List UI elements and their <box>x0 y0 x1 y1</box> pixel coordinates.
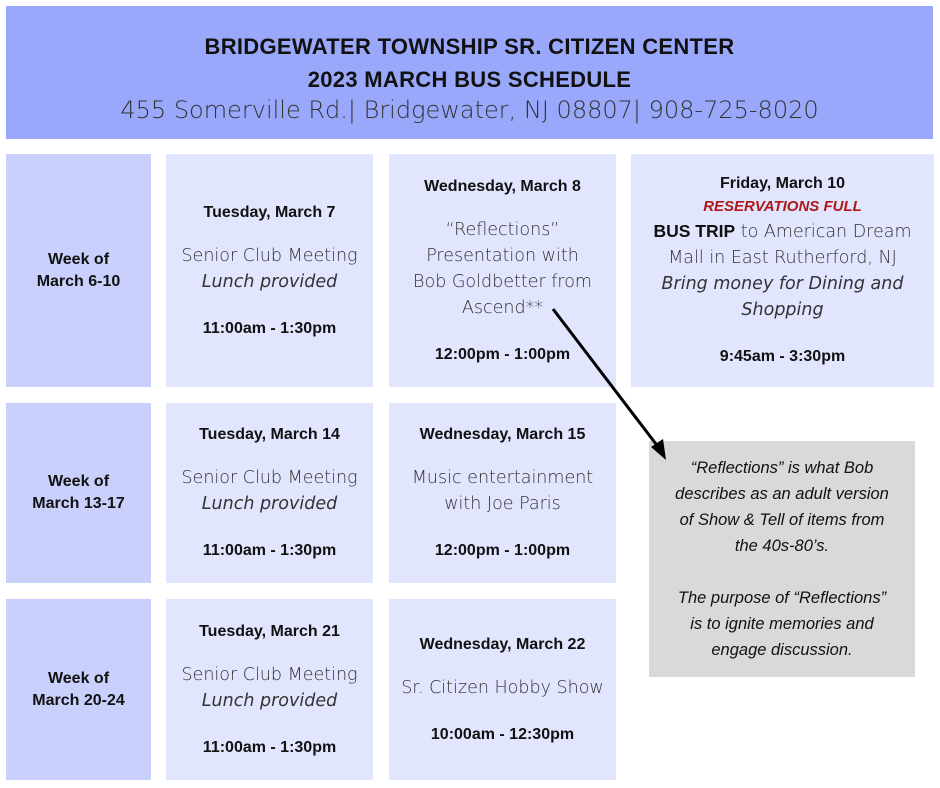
event-title-line: Presentation with <box>426 245 579 266</box>
week-label-range: March 20-24 <box>32 691 125 709</box>
footnote-line: is to ignite memories and <box>690 615 874 633</box>
event-day: Tuesday, March 14 <box>199 426 340 443</box>
event-note: Lunch provided <box>201 271 338 292</box>
event-title-line: Bob Goldbetter from <box>413 271 592 292</box>
footnote-line: the 40s-80’s. <box>734 537 830 555</box>
address-line: 455 Somerville Rd.| Bridgewater, NJ 08807| 908-725-8020 <box>120 96 819 124</box>
event-title: Senior Club Meeting <box>181 468 358 488</box>
footnote-line: The purpose of “Reflections” <box>677 589 887 607</box>
week-label-line: Week of <box>47 250 110 268</box>
event-day: Tuesday, March 21 <box>199 622 340 640</box>
event-day: Friday, March 10 <box>719 175 846 192</box>
event-time: 12:00pm - 1:00pm <box>434 542 571 559</box>
event-day: Wednesday, March 15 <box>419 426 586 443</box>
footnote-line: describes as an adult version <box>675 485 889 503</box>
event-title: Senior Club Meeting <box>181 664 358 685</box>
schedule-title: 2023 MARCH BUS SCHEDULE <box>307 67 632 92</box>
event-day: Tuesday, March 7 <box>203 203 336 221</box>
footnote-line: “Reflections” is what Bob <box>690 459 874 477</box>
week-label-line: Week of <box>47 669 110 687</box>
center-name: BRIDGEWATER TOWNSHIP SR. CITIZEN CENTER <box>204 34 735 59</box>
event-title-line: with Joe Paris <box>444 494 561 514</box>
reservation-status: RESERVATIONS FULL <box>703 198 862 215</box>
week-label-range: March 13-17 <box>32 495 125 512</box>
week-label-line: Week of <box>47 473 110 490</box>
trip-note-2: Shopping <box>741 300 824 320</box>
event-time: 9:45am - 3:30pm <box>719 348 846 365</box>
event-time: 11:00am - 1:30pm <box>202 319 337 337</box>
event-title-line: Ascend** <box>461 297 544 318</box>
event-note: Lunch provided <box>201 690 338 711</box>
event-time: 12:00pm - 1:00pm <box>434 345 571 363</box>
footnote-line: engage discussion. <box>711 641 853 659</box>
event-title: Senior Club Meeting <box>181 245 358 266</box>
event-day: Wednesday, March 22 <box>419 635 586 653</box>
event-title-line: Music entertainment <box>411 468 594 488</box>
footnote-line: of Show & Tell of items from <box>679 511 885 529</box>
event-time: 10:00am - 12:30pm <box>430 725 575 743</box>
event-time: 11:00am - 1:30pm <box>202 738 337 756</box>
event-note: Lunch provided <box>201 494 338 514</box>
event-time: 11:00am - 1:30pm <box>202 542 337 559</box>
arrow-shaft <box>553 309 659 448</box>
event-title-line: “Reflections” <box>445 219 560 240</box>
trip-destination: to American Dream <box>735 222 912 242</box>
event-title: Sr. Citizen Hobby Show <box>401 677 604 698</box>
trip-line-2: Mall in East Rutherford, NJ <box>668 248 897 268</box>
event-day: Wednesday, March 8 <box>424 177 581 195</box>
week-label-range: March 6-10 <box>36 272 121 290</box>
trip-note-1: Bring money for Dining and <box>661 274 904 294</box>
bus-trip-label: BUS TRIP <box>653 221 736 241</box>
